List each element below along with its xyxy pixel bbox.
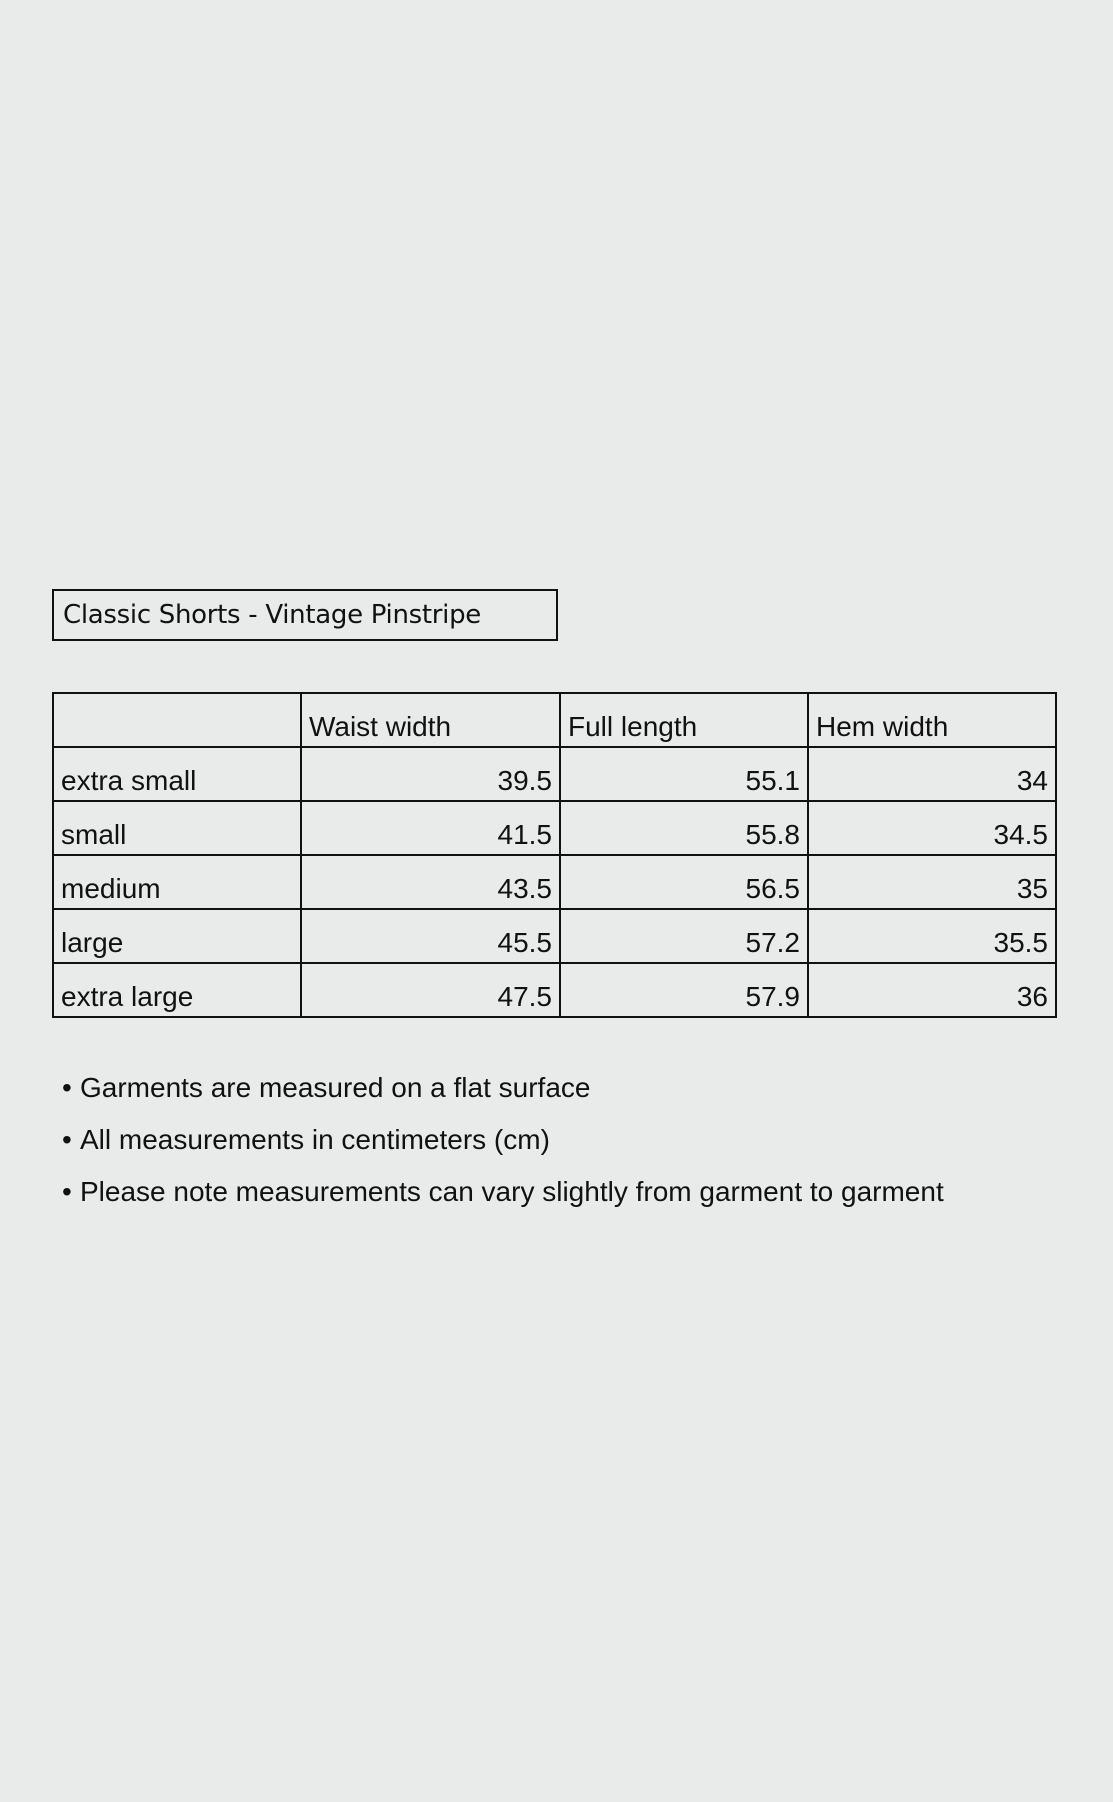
table-row	[53, 747, 1056, 801]
measurement-notes	[62, 1062, 944, 1218]
waist-value: 47.5	[301, 963, 560, 1017]
bullet-icon: •	[62, 1124, 72, 1155]
waist-value: 45.5	[301, 909, 560, 963]
hem-value: 34.5	[808, 801, 1056, 855]
size-label: large	[53, 909, 301, 963]
size-label: extra small	[53, 747, 301, 801]
note-item	[62, 1166, 944, 1218]
bullet-icon: •	[62, 1176, 72, 1207]
note-text: All measurements in centimeters (cm)	[80, 1124, 550, 1155]
table-row	[53, 801, 1056, 855]
waist-value: 39.5	[301, 747, 560, 801]
length-value: 57.2	[560, 909, 808, 963]
note-item	[62, 1114, 944, 1166]
hem-value: 35	[808, 855, 1056, 909]
length-value: 56.5	[560, 855, 808, 909]
bullet-icon: •	[62, 1072, 72, 1103]
size-label: extra large	[53, 963, 301, 1017]
size-chart-table	[52, 692, 1057, 1018]
header-corner-cell	[53, 693, 301, 747]
size-label: small	[53, 801, 301, 855]
length-value: 55.8	[560, 801, 808, 855]
note-text: Please note measurements can vary slightly from garment to garment	[80, 1176, 944, 1207]
product-title: Classic Shorts - Vintage Pinstripe	[52, 589, 558, 641]
waist-value: 43.5	[301, 855, 560, 909]
note-text: Garments are measured on a flat surface	[80, 1072, 591, 1103]
header-waist-width: Waist width	[301, 693, 560, 747]
note-item	[62, 1062, 944, 1114]
length-value: 55.1	[560, 747, 808, 801]
table-row	[53, 855, 1056, 909]
hem-value: 35.5	[808, 909, 1056, 963]
hem-value: 36	[808, 963, 1056, 1017]
hem-value: 34	[808, 747, 1056, 801]
header-hem-width: Hem width	[808, 693, 1056, 747]
table-row	[53, 963, 1056, 1017]
size-label: medium	[53, 855, 301, 909]
header-full-length: Full length	[560, 693, 808, 747]
table-row	[53, 909, 1056, 963]
length-value: 57.9	[560, 963, 808, 1017]
waist-value: 41.5	[301, 801, 560, 855]
table-header-row	[53, 693, 1056, 747]
